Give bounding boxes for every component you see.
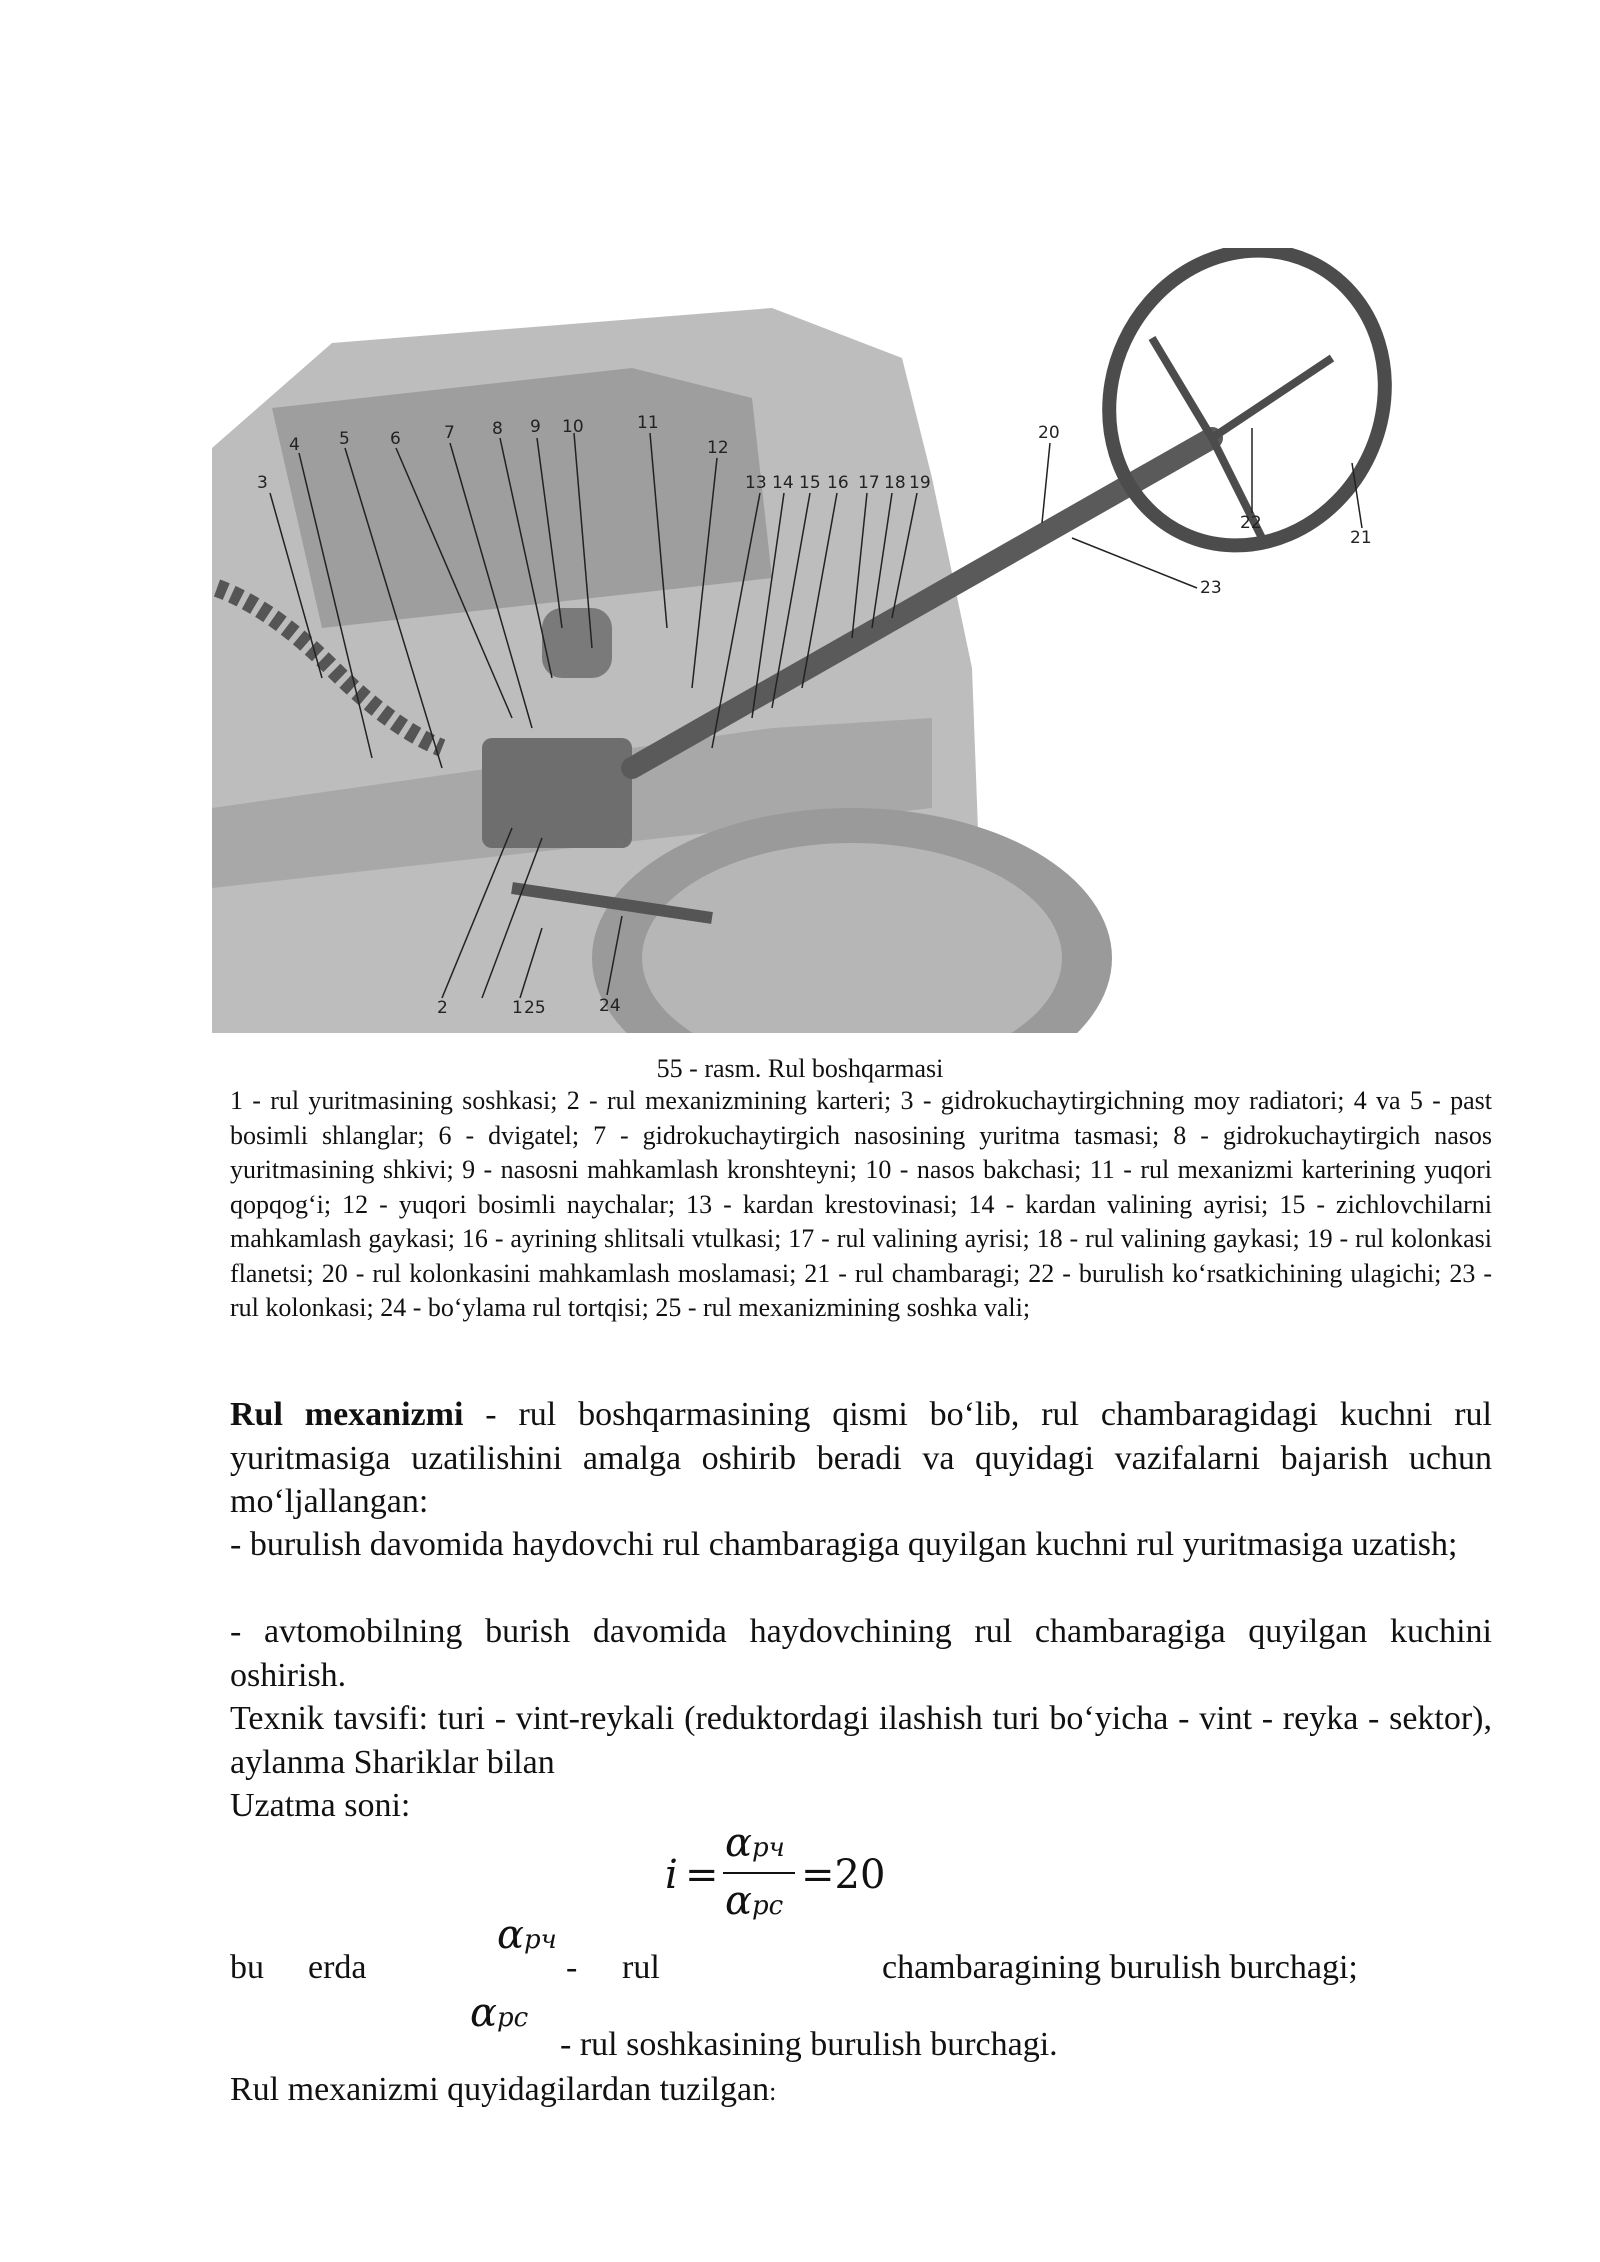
fraction-bar: [723, 1872, 795, 1874]
pump-reservoir-shape: [542, 608, 612, 678]
callout-7: 7: [444, 423, 455, 443]
callout-1: 1: [512, 998, 523, 1018]
callout-10: 10: [562, 417, 584, 437]
alpha-glyph: α: [470, 1990, 498, 2036]
bullet-item-1: - burulish davomida haydovchi rul chambaragiga quyilgan kuchni rul yuritmasiga uzatish;: [230, 1526, 1458, 1563]
callout-6: 6: [390, 429, 401, 449]
callout-8: 8: [492, 419, 503, 439]
term-bold: Rul mexanizmi: [230, 1396, 464, 1433]
callout-3: 3: [257, 473, 268, 493]
callout-4: 4: [289, 435, 300, 455]
callout-9: 9: [530, 417, 541, 437]
steering-wheel-spokes: [1152, 338, 1332, 538]
paragraph-definition: [230, 1393, 1492, 1524]
figure-legend: 1 - rul yuritmasining soshkasi; 2 - rul mexanizmining karteri; 3 - gidrokuchaytirgichning moy radiatori; 4 va 5 - past bosimli shlanglar; 6 - dvigatel; 7 - gidrokuchaytirgich nasosining yuritma tasmasi; 8 - gidrokuchaytirgich nasos yuritmasining shkivi; 9 - nasosni mahkamlash kronshteyni; 10 - nasos bakchasi; 11 - rul mexanizmi karterining yuqori qopqog‘i; 12 - yuqori bosimli naychalar; 13 - kardan krestovinasi; 14 - kardan valining ayrisi; 15 - zichlovchilarni mahkamlash gaykasi; 16 - ayrining shlitsali vtulkasi; 17 - rul valining ayrisi; 18 - rul valining gaykasi; 19 - rul kolonkasi flanetsi; 20 - rul kolonkasini mahkamlash moslamasi; 21 - rul chambaragi; 22 - burulish ko‘rsatkichining ulagichi; 23 - rul kolonkasi; 24 - bo‘ylama rul tortqisi; 25 - rul mexanizmining soshka vali;: [230, 1086, 1492, 1322]
definition-text: - rul boshqarmasining qismi bo‘lib, rul chambaragidagi kuchni rul yuritmasiga uzatilishini amalga oshirib beradi va quyidagi vazifalarni bajarish uchun mo‘ljallangan:: [230, 1396, 1492, 1520]
callout-11: 11: [637, 413, 659, 433]
alpha-rch-subscript: рч: [524, 1925, 557, 1955]
steering-illustration: [212, 248, 1427, 1033]
callout-25: 25: [524, 998, 546, 1018]
callout-24: 24: [599, 996, 621, 1016]
callout-2: 2: [437, 998, 448, 1018]
callout-22: 22: [1240, 513, 1262, 533]
where-def-2: - rul soshkasining burulish burchagi.: [560, 2026, 1058, 2063]
formula-lhs: i: [665, 1852, 678, 1898]
formula-numerator: [725, 1820, 785, 1866]
formula-equals-2: =: [801, 1852, 835, 1898]
callout-17: 17: [858, 473, 880, 493]
alpha-rs-subscript: рс: [497, 2003, 529, 2033]
gear-ratio-formula: [655, 1820, 915, 1955]
where-dash: -: [566, 1949, 578, 1986]
where-def-1: chambaragining burulish burchagi;: [882, 1949, 1358, 1986]
alpha-rch-symbol: [497, 1912, 557, 1958]
where-bu: bu: [230, 1949, 264, 1986]
callout-23: 23: [1200, 578, 1222, 598]
where-erda: erda: [308, 1949, 367, 1986]
alpha-symbol: α: [725, 1820, 753, 1866]
callout-15: 15: [799, 473, 821, 493]
callout-19: 19: [909, 473, 931, 493]
callout-14: 14: [772, 473, 794, 493]
formula-rhs: [801, 1852, 885, 1898]
structure-intro-text: Rul mexanizmi quyidagilardan tuzilgan: [230, 2071, 770, 2108]
steering-system-figure: [212, 248, 1427, 1033]
steering-box-shape: [482, 738, 632, 848]
callout-5: 5: [339, 429, 350, 449]
denominator-subscript: рс: [752, 1891, 784, 1921]
structure-intro-colon: :: [769, 2077, 777, 2106]
ratio-label: Uzatma soni:: [230, 1787, 411, 1824]
formula-equals-1: =: [685, 1852, 719, 1898]
structure-intro: [230, 2068, 1492, 2114]
numerator-subscript: рч: [752, 1833, 785, 1863]
callout-21: 21: [1350, 528, 1372, 548]
callout-16: 16: [827, 473, 849, 493]
alpha-rs-symbol: [470, 1990, 528, 2036]
where-rul: rul: [622, 1949, 660, 1986]
bullet-item-2: - avtomobilning burish davomida haydovchining rul chambaragiga quyilgan kuchini oshirish.: [230, 1613, 1492, 1694]
callout-13: 13: [745, 473, 767, 493]
callout-20: 20: [1038, 423, 1060, 443]
callout-12: 12: [707, 438, 729, 458]
alpha-symbol: α: [725, 1878, 753, 1924]
tech-spec-text: Texnik tavsifi: turi - vint-reykali (reduktordagi ilashish turi bo‘yicha - vint - reyka - sektor), aylanma Shariklar bilan: [230, 1700, 1492, 1781]
figure-caption-title: 55 - rasm. Rul boshqarmasi: [656, 1054, 944, 1083]
alpha-glyph: α: [497, 1912, 525, 1958]
callout-18: 18: [884, 473, 906, 493]
formula-value: 20: [834, 1852, 886, 1898]
formula-denominator: [725, 1878, 783, 1924]
